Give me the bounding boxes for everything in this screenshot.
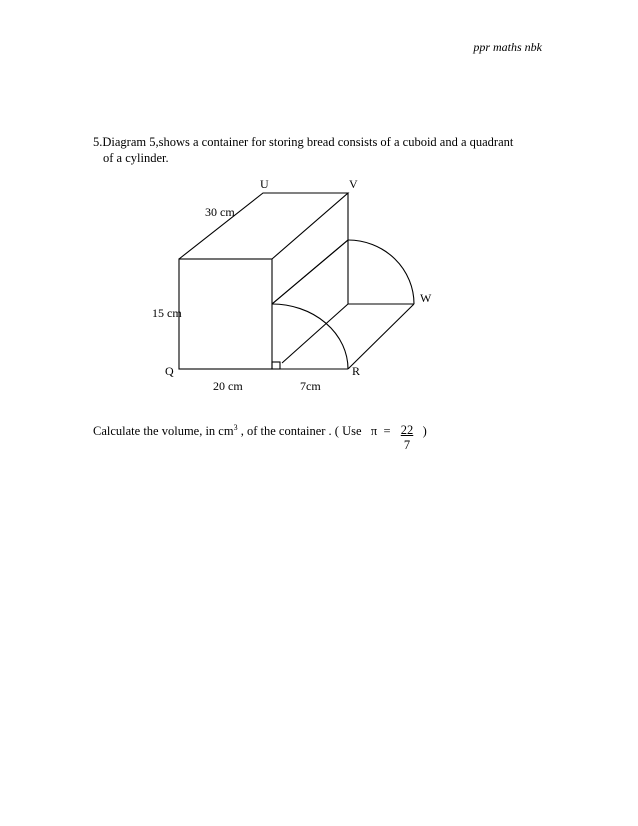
label-7cm: 7cm bbox=[300, 379, 321, 393]
question-line-1: 5.Diagram 5,shows a container for storing bread consists of a cuboid and a quadrant bbox=[93, 135, 514, 149]
quadrant-back-arc bbox=[348, 240, 414, 304]
question-line-2: of a cylinder. bbox=[103, 151, 169, 165]
label-Q: Q bbox=[165, 364, 174, 378]
label-W: W bbox=[420, 291, 432, 305]
calc-middle: , of the container . ( Use bbox=[237, 424, 371, 439]
right-angle-marker bbox=[272, 362, 280, 369]
label-U: U bbox=[260, 177, 269, 191]
closing-paren: ) bbox=[422, 424, 427, 439]
page-header: ppr maths nbk bbox=[473, 40, 542, 54]
quadrant-inner-edge bbox=[282, 304, 348, 363]
calculate-instruction bbox=[93, 423, 427, 453]
cuboid-front-face bbox=[179, 259, 272, 369]
equals-sign: = bbox=[377, 424, 397, 439]
pi-fraction bbox=[401, 423, 414, 453]
cuboid-top-face bbox=[179, 193, 348, 259]
calc-prefix: Calculate the volume, in cm bbox=[93, 424, 234, 439]
label-R: R bbox=[352, 364, 361, 378]
quadrant-bottom-edge-rw bbox=[348, 304, 414, 369]
label-15cm: 15 cm bbox=[152, 306, 182, 320]
label-30cm: 30 cm bbox=[205, 205, 235, 219]
calc-unit-superscript: 3 bbox=[233, 423, 238, 432]
label-20cm: 20 cm bbox=[213, 379, 243, 393]
fraction-numerator: 22 bbox=[400, 423, 414, 437]
label-V: V bbox=[349, 177, 358, 191]
pi-symbol: π bbox=[370, 424, 378, 439]
fraction-denominator: 7 bbox=[403, 438, 411, 452]
